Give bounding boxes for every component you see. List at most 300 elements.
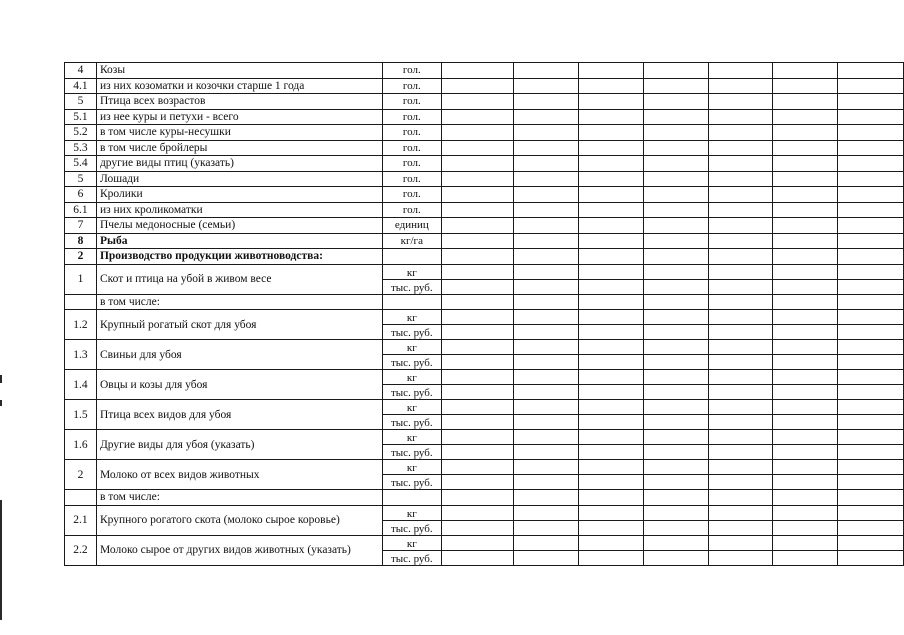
row-unit: кг [382, 460, 441, 475]
value-cell[interactable] [643, 202, 708, 218]
row-unit: гол. [382, 140, 441, 156]
row-label: из них кроликоматки [96, 202, 382, 218]
value-cell[interactable] [708, 233, 773, 249]
value-cell[interactable] [579, 109, 644, 125]
value-cell[interactable] [643, 445, 708, 460]
value-cell[interactable] [708, 171, 773, 187]
value-cell[interactable] [441, 109, 514, 125]
value-cell[interactable] [708, 63, 773, 79]
table-row [65, 233, 904, 249]
table-row [65, 460, 904, 475]
value-cell[interactable] [708, 400, 773, 415]
value-cell[interactable] [773, 535, 838, 550]
value-cell[interactable] [773, 63, 838, 79]
table-row [65, 430, 904, 445]
value-cell[interactable] [579, 355, 644, 370]
value-cell[interactable] [579, 415, 644, 430]
value-cell[interactable] [441, 535, 514, 550]
value-cell[interactable] [643, 78, 708, 94]
value-cell[interactable] [838, 550, 904, 565]
value-cell[interactable] [643, 430, 708, 445]
row-unit: кг [382, 535, 441, 550]
value-cell[interactable] [838, 520, 904, 535]
value-cell[interactable] [579, 505, 644, 520]
value-cell[interactable] [514, 140, 579, 156]
value-cell[interactable] [579, 202, 644, 218]
value-cell[interactable] [643, 490, 708, 506]
value-cell[interactable] [773, 264, 838, 279]
row-label: Свиньи для убоя [96, 340, 382, 370]
value-cell[interactable] [708, 505, 773, 520]
value-cell[interactable] [643, 109, 708, 125]
value-cell[interactable] [643, 187, 708, 203]
row-number: 7 [65, 218, 97, 234]
table-row [65, 264, 904, 279]
value-cell[interactable] [838, 340, 904, 355]
row-unit: тыс. руб. [382, 475, 441, 490]
row-unit: гол. [382, 202, 441, 218]
value-cell[interactable] [643, 171, 708, 187]
value-cell[interactable] [773, 385, 838, 400]
value-cell[interactable] [579, 520, 644, 535]
row-label: Крупного рогатого скота (молоко сырое коровье) [96, 505, 382, 535]
value-cell[interactable] [514, 460, 579, 475]
row-number: 2.2 [65, 535, 97, 565]
row-label: в том числе куры-несушки [96, 125, 382, 141]
value-cell[interactable] [579, 445, 644, 460]
value-cell[interactable] [441, 505, 514, 520]
value-cell[interactable] [441, 310, 514, 325]
value-cell[interactable] [441, 475, 514, 490]
value-cell[interactable] [773, 340, 838, 355]
value-cell[interactable] [441, 125, 514, 141]
value-cell[interactable] [708, 264, 773, 279]
table-row [65, 171, 904, 187]
value-cell[interactable] [643, 400, 708, 415]
value-cell[interactable] [773, 445, 838, 460]
value-cell[interactable] [514, 310, 579, 325]
value-cell[interactable] [579, 279, 644, 294]
value-cell[interactable] [773, 202, 838, 218]
value-cell[interactable] [643, 279, 708, 294]
value-cell[interactable] [579, 294, 644, 310]
table-row [65, 340, 904, 355]
value-cell[interactable] [773, 94, 838, 110]
table-row [65, 310, 904, 325]
value-cell[interactable] [773, 279, 838, 294]
row-number: 2 [65, 460, 97, 490]
value-cell[interactable] [441, 171, 514, 187]
value-cell[interactable] [773, 140, 838, 156]
row-label: Молоко сырое от других видов животных (указать) [96, 535, 382, 565]
row-label: Птица всех возрастов [96, 94, 382, 110]
row-unit: кг [382, 310, 441, 325]
value-cell[interactable] [838, 202, 904, 218]
value-cell[interactable] [708, 310, 773, 325]
table-row [65, 156, 904, 172]
value-cell[interactable] [773, 171, 838, 187]
value-cell[interactable] [441, 490, 514, 506]
value-cell[interactable] [441, 550, 514, 565]
row-number: 8 [65, 233, 97, 249]
value-cell[interactable] [708, 535, 773, 550]
value-cell[interactable] [838, 63, 904, 79]
value-cell[interactable] [708, 279, 773, 294]
row-number [65, 294, 97, 310]
value-cell[interactable] [708, 430, 773, 445]
value-cell[interactable] [773, 400, 838, 415]
value-cell[interactable] [643, 249, 708, 265]
value-cell[interactable] [643, 535, 708, 550]
value-cell[interactable] [708, 475, 773, 490]
row-label: Пчелы медоносные (семьи) [96, 218, 382, 234]
table-body [65, 63, 904, 566]
value-cell[interactable] [514, 475, 579, 490]
value-cell[interactable] [773, 78, 838, 94]
row-label: из них козоматки и козочки старше 1 года [96, 78, 382, 94]
value-cell[interactable] [579, 490, 644, 506]
value-cell[interactable] [838, 78, 904, 94]
value-cell[interactable] [643, 63, 708, 79]
table-row [65, 109, 904, 125]
value-cell[interactable] [514, 535, 579, 550]
value-cell[interactable] [514, 264, 579, 279]
value-cell[interactable] [441, 63, 514, 79]
value-cell[interactable] [441, 520, 514, 535]
value-cell[interactable] [441, 460, 514, 475]
value-cell[interactable] [643, 460, 708, 475]
value-cell[interactable] [579, 63, 644, 79]
value-cell[interactable] [441, 249, 514, 265]
value-cell[interactable] [708, 125, 773, 141]
table-row [65, 490, 904, 506]
value-cell[interactable] [514, 370, 579, 385]
value-cell[interactable] [579, 370, 644, 385]
value-cell[interactable] [773, 325, 838, 340]
value-cell[interactable] [708, 187, 773, 203]
value-cell[interactable] [579, 156, 644, 172]
row-unit: тыс. руб. [382, 445, 441, 460]
value-cell[interactable] [838, 125, 904, 141]
value-cell[interactable] [838, 400, 904, 415]
value-cell[interactable] [838, 325, 904, 340]
table-row [65, 218, 904, 234]
row-number: 5 [65, 171, 97, 187]
value-cell[interactable] [514, 430, 579, 445]
value-cell[interactable] [838, 355, 904, 370]
value-cell[interactable] [514, 340, 579, 355]
value-cell[interactable] [708, 520, 773, 535]
scan-mark [0, 375, 2, 383]
row-unit: тыс. руб. [382, 415, 441, 430]
value-cell[interactable] [838, 249, 904, 265]
value-cell[interactable] [441, 78, 514, 94]
value-cell[interactable] [643, 156, 708, 172]
value-cell[interactable] [838, 140, 904, 156]
value-cell[interactable] [838, 505, 904, 520]
row-label: в том числе бройлеры [96, 140, 382, 156]
value-cell[interactable] [643, 505, 708, 520]
value-cell[interactable] [579, 550, 644, 565]
value-cell[interactable] [773, 233, 838, 249]
value-cell[interactable] [514, 505, 579, 520]
value-cell[interactable] [773, 550, 838, 565]
value-cell[interactable] [514, 233, 579, 249]
value-cell[interactable] [579, 140, 644, 156]
value-cell[interactable] [514, 490, 579, 506]
value-cell[interactable] [579, 400, 644, 415]
value-cell[interactable] [838, 490, 904, 506]
value-cell[interactable] [579, 475, 644, 490]
row-label: Производство продукции животноводства: [96, 249, 382, 265]
value-cell[interactable] [773, 125, 838, 141]
value-cell[interactable] [708, 78, 773, 94]
value-cell[interactable] [838, 218, 904, 234]
value-cell[interactable] [643, 218, 708, 234]
value-cell[interactable] [708, 94, 773, 110]
value-cell[interactable] [514, 415, 579, 430]
value-cell[interactable] [708, 140, 773, 156]
value-cell[interactable] [838, 109, 904, 125]
value-cell[interactable] [773, 520, 838, 535]
value-cell[interactable] [773, 355, 838, 370]
value-cell[interactable] [579, 460, 644, 475]
value-cell[interactable] [773, 475, 838, 490]
value-cell[interactable] [708, 490, 773, 506]
value-cell[interactable] [579, 218, 644, 234]
value-cell[interactable] [708, 109, 773, 125]
value-cell[interactable] [441, 340, 514, 355]
value-cell[interactable] [514, 171, 579, 187]
value-cell[interactable] [579, 430, 644, 445]
value-cell[interactable] [514, 187, 579, 203]
value-cell[interactable] [514, 218, 579, 234]
value-cell[interactable] [579, 125, 644, 141]
value-cell[interactable] [838, 264, 904, 279]
value-cell[interactable] [773, 490, 838, 506]
row-number: 2.1 [65, 505, 97, 535]
value-cell[interactable] [773, 460, 838, 475]
value-cell[interactable] [773, 415, 838, 430]
value-cell[interactable] [643, 325, 708, 340]
table-row [65, 63, 904, 79]
value-cell[interactable] [514, 520, 579, 535]
value-cell[interactable] [643, 94, 708, 110]
value-cell[interactable] [838, 187, 904, 203]
row-unit: кг [382, 264, 441, 279]
value-cell[interactable] [773, 249, 838, 265]
value-cell[interactable] [838, 535, 904, 550]
value-cell[interactable] [773, 187, 838, 203]
value-cell[interactable] [773, 109, 838, 125]
table-row [65, 187, 904, 203]
row-unit: кг [382, 505, 441, 520]
value-cell[interactable] [708, 325, 773, 340]
row-label: Рыба [96, 233, 382, 249]
value-cell[interactable] [441, 430, 514, 445]
value-cell[interactable] [643, 520, 708, 535]
value-cell[interactable] [838, 156, 904, 172]
value-cell[interactable] [838, 94, 904, 110]
value-cell[interactable] [643, 550, 708, 565]
value-cell[interactable] [708, 355, 773, 370]
table-row [65, 505, 904, 520]
value-cell[interactable] [514, 445, 579, 460]
value-cell[interactable] [773, 218, 838, 234]
value-cell[interactable] [441, 385, 514, 400]
row-number: 4 [65, 63, 97, 79]
row-unit: гол. [382, 94, 441, 110]
row-unit: тыс. руб. [382, 325, 441, 340]
row-unit: кг [382, 340, 441, 355]
value-cell[interactable] [441, 218, 514, 234]
value-cell[interactable] [579, 310, 644, 325]
row-unit: гол. [382, 63, 441, 79]
row-label: в том числе: [96, 294, 382, 310]
value-cell[interactable] [579, 78, 644, 94]
value-cell[interactable] [441, 294, 514, 310]
value-cell[interactable] [579, 340, 644, 355]
value-cell[interactable] [514, 294, 579, 310]
value-cell[interactable] [579, 187, 644, 203]
value-cell[interactable] [514, 156, 579, 172]
value-cell[interactable] [708, 218, 773, 234]
value-cell[interactable] [773, 294, 838, 310]
row-label: Лошади [96, 171, 382, 187]
value-cell[interactable] [838, 370, 904, 385]
value-cell[interactable] [643, 385, 708, 400]
value-cell[interactable] [708, 156, 773, 172]
table-row [65, 78, 904, 94]
value-cell[interactable] [708, 460, 773, 475]
value-cell[interactable] [441, 202, 514, 218]
value-cell[interactable] [838, 475, 904, 490]
value-cell[interactable] [441, 355, 514, 370]
value-cell[interactable] [441, 233, 514, 249]
value-cell[interactable] [643, 125, 708, 141]
value-cell[interactable] [514, 202, 579, 218]
value-cell[interactable] [643, 140, 708, 156]
value-cell[interactable] [708, 445, 773, 460]
value-cell[interactable] [579, 535, 644, 550]
value-cell[interactable] [773, 156, 838, 172]
value-cell[interactable] [643, 310, 708, 325]
row-number: 1.4 [65, 370, 97, 400]
value-cell[interactable] [643, 264, 708, 279]
value-cell[interactable] [441, 279, 514, 294]
value-cell[interactable] [441, 156, 514, 172]
value-cell[interactable] [514, 94, 579, 110]
table-row [65, 294, 904, 310]
value-cell[interactable] [441, 140, 514, 156]
value-cell[interactable] [838, 233, 904, 249]
value-cell[interactable] [838, 445, 904, 460]
value-cell[interactable] [514, 550, 579, 565]
value-cell[interactable] [643, 415, 708, 430]
value-cell[interactable] [514, 249, 579, 265]
row-number: 5 [65, 94, 97, 110]
value-cell[interactable] [441, 400, 514, 415]
value-cell[interactable] [838, 430, 904, 445]
value-cell[interactable] [838, 310, 904, 325]
value-cell[interactable] [708, 294, 773, 310]
row-label: Овцы и козы для убоя [96, 370, 382, 400]
livestock-table [64, 62, 904, 566]
value-cell[interactable] [514, 400, 579, 415]
value-cell[interactable] [708, 370, 773, 385]
row-label: другие виды птиц (указать) [96, 156, 382, 172]
value-cell[interactable] [441, 264, 514, 279]
row-unit: тыс. руб. [382, 355, 441, 370]
value-cell[interactable] [643, 294, 708, 310]
row-number: 1.3 [65, 340, 97, 370]
value-cell[interactable] [579, 171, 644, 187]
row-unit: гол. [382, 171, 441, 187]
value-cell[interactable] [773, 370, 838, 385]
value-cell[interactable] [441, 325, 514, 340]
scan-mark [0, 400, 2, 406]
value-cell[interactable] [441, 370, 514, 385]
value-cell[interactable] [773, 430, 838, 445]
row-unit: тыс. руб. [382, 520, 441, 535]
value-cell[interactable] [441, 445, 514, 460]
value-cell[interactable] [838, 279, 904, 294]
value-cell[interactable] [708, 385, 773, 400]
value-cell[interactable] [441, 415, 514, 430]
value-cell[interactable] [708, 340, 773, 355]
value-cell[interactable] [514, 385, 579, 400]
value-cell[interactable] [708, 550, 773, 565]
value-cell[interactable] [579, 94, 644, 110]
value-cell[interactable] [441, 187, 514, 203]
value-cell[interactable] [643, 355, 708, 370]
value-cell[interactable] [579, 264, 644, 279]
value-cell[interactable] [838, 294, 904, 310]
value-cell[interactable] [643, 233, 708, 249]
value-cell[interactable] [579, 233, 644, 249]
value-cell[interactable] [708, 249, 773, 265]
row-number: 6 [65, 187, 97, 203]
value-cell[interactable] [708, 415, 773, 430]
value-cell[interactable] [773, 505, 838, 520]
value-cell[interactable] [514, 125, 579, 141]
value-cell[interactable] [838, 460, 904, 475]
value-cell[interactable] [514, 109, 579, 125]
table-row [65, 400, 904, 415]
row-label: Скот и птица на убой в живом весе [96, 264, 382, 294]
row-unit: кг [382, 430, 441, 445]
value-cell[interactable] [708, 202, 773, 218]
value-cell[interactable] [643, 340, 708, 355]
value-cell[interactable] [514, 325, 579, 340]
value-cell[interactable] [514, 279, 579, 294]
value-cell[interactable] [773, 310, 838, 325]
value-cell[interactable] [514, 63, 579, 79]
value-cell[interactable] [579, 385, 644, 400]
value-cell[interactable] [643, 475, 708, 490]
value-cell[interactable] [838, 171, 904, 187]
value-cell[interactable] [514, 355, 579, 370]
row-number: 6.1 [65, 202, 97, 218]
value-cell[interactable] [838, 385, 904, 400]
row-number: 1.5 [65, 400, 97, 430]
value-cell[interactable] [441, 94, 514, 110]
value-cell[interactable] [579, 249, 644, 265]
value-cell[interactable] [838, 415, 904, 430]
value-cell[interactable] [579, 325, 644, 340]
value-cell[interactable] [514, 78, 579, 94]
value-cell[interactable] [643, 370, 708, 385]
